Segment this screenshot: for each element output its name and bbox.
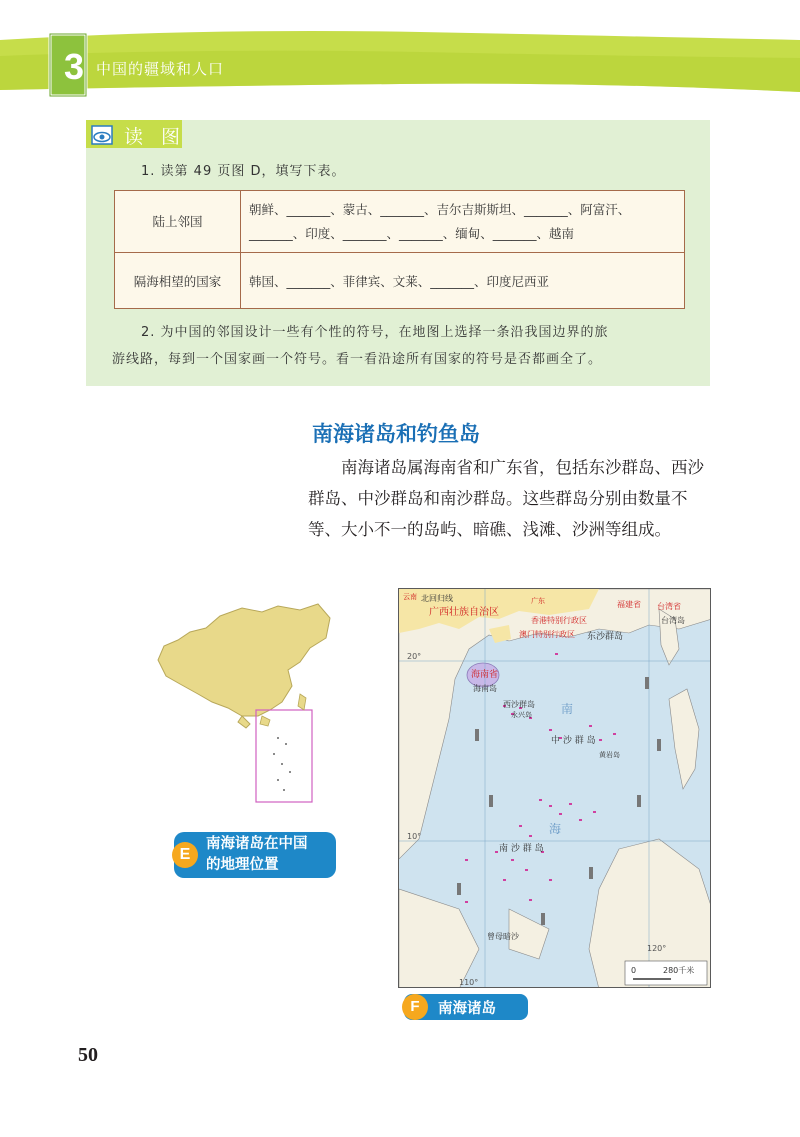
scale-bar-value: 280千米 [663, 966, 695, 975]
map-label-zengmu: 曾母暗沙 [487, 932, 519, 941]
row-label-sea-neighbors: 隔海相望的国家 [115, 253, 241, 309]
map-label-fujian: 福建省 [617, 600, 641, 609]
sea-neighbors-cell [241, 253, 685, 309]
map-label-xisha: 西沙群岛 [503, 700, 535, 709]
question-2-line1: 2. 为中国的邻国设计一些有个性的符号，在地图上选择一条沿我国边界的旅 [141, 325, 609, 340]
figure-e-caption-line1: 南海诸岛在中国 [206, 836, 308, 852]
figure-e-caption [206, 834, 334, 876]
map-label-guangxi: 广西壮族自治区 [429, 607, 499, 618]
map-label-taiwan-province: 台湾省 [657, 602, 681, 611]
land-neighbors-line2: _______、印度、_______、_______、缅甸、_______、越南 [249, 225, 575, 241]
neighbors-table [114, 190, 685, 309]
map-label-hongkong: 香港特别行政区 [531, 616, 587, 625]
figure-e-badge: E [172, 842, 198, 868]
map-label-yongxing: 永兴岛 [511, 711, 532, 719]
table-row [115, 191, 685, 253]
map-label-lon120: 120° [647, 944, 667, 953]
sea-neighbors-line1: 韩国、_______、菲律宾、文莱、_______、印度尼西亚 [249, 273, 550, 289]
map-label-nan: 南 [561, 702, 574, 716]
map-label-tropic: 北回归线 [421, 594, 453, 603]
south-china-sea-map-svg [399, 589, 711, 988]
south-china-sea-map [398, 588, 711, 988]
figure-f-badge: F [402, 994, 428, 1020]
chapter-title: 中国的疆域和人口 [96, 60, 225, 78]
map-label-lon110: 110° [459, 978, 479, 987]
map-label-guangdong: 广东 [531, 597, 545, 605]
map-label-huangyan: 黄岩岛 [599, 751, 620, 759]
figure-f-caption: 南海诸岛 [438, 1001, 496, 1017]
figure-e-caption-line2: 的地理位置 [206, 857, 279, 873]
map-label-lat10: 10° [407, 832, 422, 841]
question-1: 1. 读第 49 页图 D，填写下表。 [141, 164, 346, 179]
reading-activity-title: 读 图 [124, 126, 187, 148]
map-label-dongsha: 东沙群岛 [587, 632, 624, 642]
question-2-line2: 游线路，每到一个国家画一个符号。看一看沿途所有国家的符号是否都画全了。 [112, 352, 603, 367]
map-label-macao: 澳门特别行政区 [519, 630, 575, 639]
map-label-yunnan: 云南 [403, 593, 417, 601]
table-row [115, 253, 685, 309]
map-label-nansha: 南 沙 群 岛 [499, 844, 544, 854]
map-label-hai: 海 [549, 822, 562, 836]
map-label-taiwan-island: 台湾岛 [661, 616, 685, 625]
land-neighbors-cell [241, 191, 685, 253]
section-body: 南海诸岛属海南省和广东省，包括东沙群岛、西沙群岛、中沙群岛和南沙群岛。这些群岛分别由数量不等、大小不一的岛屿、暗礁、浅滩、沙洲等组成。 [308, 458, 704, 539]
eye-book-icon [90, 124, 116, 146]
chapter-header-band [0, 0, 800, 100]
map-label-hainan-province: 海南省 [471, 670, 499, 680]
row-label-land-neighbors: 陆上邻国 [115, 191, 241, 253]
map-label-hainan-island: 海南岛 [473, 684, 497, 693]
land-neighbors-line1: 朝鲜、_______、蒙古、_______、吉尔吉斯斯坦、_______、阿富汗、 [249, 201, 631, 217]
map-label-lat20: 20° [407, 652, 422, 661]
chapter-number: 3 [64, 46, 85, 87]
scale-bar-zero: 0 [631, 966, 637, 975]
page-number: 50 [78, 1044, 98, 1066]
section-title: 南海诸岛和钓鱼岛 [312, 422, 480, 446]
map-label-zhongsha: 中 沙 群 岛 [551, 736, 596, 746]
china-location-map [150, 598, 340, 808]
